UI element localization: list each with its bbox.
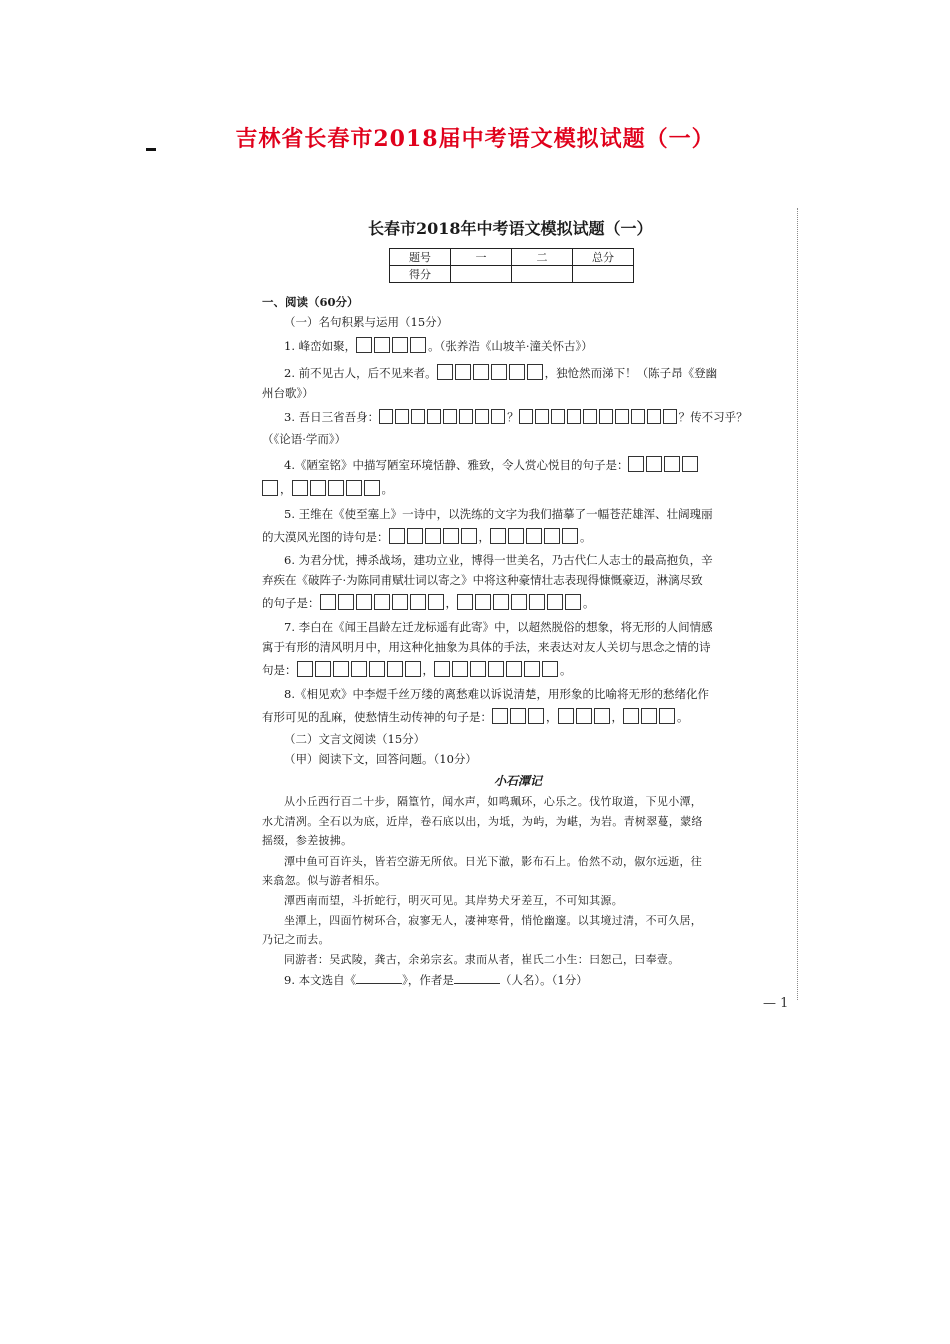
- answer-box[interactable]: [599, 409, 613, 424]
- answer-box[interactable]: [387, 661, 403, 677]
- passage-line: 同游者：吴武陵，龚古，余弟宗玄。隶而从者，崔氏二小生：曰恕己，曰奉壹。: [284, 953, 680, 966]
- answer-box[interactable]: [389, 528, 405, 544]
- answer-box[interactable]: [542, 661, 558, 677]
- answer-box[interactable]: [527, 364, 543, 380]
- answer-box[interactable]: [369, 661, 385, 677]
- answer-box[interactable]: [455, 364, 471, 380]
- answer-blank[interactable]: [454, 973, 500, 984]
- answer-box[interactable]: [488, 661, 504, 677]
- answer-box[interactable]: [395, 409, 409, 424]
- passage-line: 摇缀，参差披拂。: [262, 834, 353, 847]
- answer-box[interactable]: [646, 456, 662, 472]
- answer-box[interactable]: [492, 708, 508, 724]
- answer-box[interactable]: [506, 661, 522, 677]
- answer-box[interactable]: [535, 409, 549, 424]
- answer-box[interactable]: [562, 528, 578, 544]
- score-table-header: [390, 249, 634, 266]
- question-7-cont: 寓于有形的清风明月中，用这种化抽象为具体的手法，来表达对友人关切与思念之情的诗: [262, 640, 711, 654]
- answer-box[interactable]: [443, 409, 457, 424]
- answer-box[interactable]: [628, 456, 644, 472]
- page-number: — 1: [763, 996, 789, 1011]
- passage-line: 水尤清冽。全石以为底，近岸，卷石底以出，为坻，为屿，为嵁，为岩。青树翠蔓，蒙络: [262, 815, 703, 828]
- score-cell: [512, 266, 573, 283]
- document-title: 吉林省长春市2018届中考语文模拟试题（一）: [235, 126, 715, 152]
- passage-line: 潭中鱼可百许头，皆若空游无所依。日光下澈，影布石上。佁然不动，俶尔远逝，往: [284, 855, 703, 868]
- score-row-label: 得分: [390, 266, 451, 283]
- passage-line: 来翕忽。似与游者相乐。: [262, 874, 387, 887]
- question-6-cont: 的句子是： ， 。: [262, 596, 595, 610]
- answer-box[interactable]: [392, 337, 408, 353]
- answer-box[interactable]: [519, 409, 533, 424]
- answer-box[interactable]: [558, 708, 574, 724]
- answer-box[interactable]: [457, 594, 473, 610]
- answer-box[interactable]: [475, 409, 489, 424]
- question-4: 4.《陋室铭》中描写陋室环境恬静、雅致，令人赏心悦目的句子是：: [284, 456, 700, 473]
- answer-box[interactable]: [407, 528, 423, 544]
- answer-box[interactable]: [459, 409, 473, 424]
- answer-box[interactable]: [410, 594, 426, 610]
- question-3-cont: （《论语·学而》）: [262, 432, 347, 446]
- answer-box[interactable]: [594, 708, 610, 724]
- answer-box[interactable]: [491, 364, 507, 380]
- answer-box[interactable]: [405, 661, 421, 677]
- question-1: 1. 峰峦如聚， 。（张养浩《山坡羊·潼关怀古》）: [284, 339, 593, 353]
- answer-box[interactable]: [356, 594, 372, 610]
- answer-box[interactable]: [493, 594, 509, 610]
- question-7: 7. 李白在《闻王昌龄左迁龙标遥有此寄》中，以超然脱俗的想象，将无形的人间情感: [284, 620, 713, 634]
- answer-box[interactable]: [379, 409, 393, 424]
- answer-box[interactable]: [452, 661, 468, 677]
- answer-box[interactable]: [567, 409, 581, 424]
- passage-line: 乃记之而去。: [262, 933, 330, 946]
- question-7-cont: 句是： ， 。: [262, 663, 572, 677]
- answer-box[interactable]: [491, 409, 505, 424]
- answer-box[interactable]: [615, 409, 629, 424]
- answer-box[interactable]: [338, 594, 354, 610]
- question-4-cont: ， 。: [262, 480, 393, 497]
- score-header-cell: 二: [512, 249, 573, 266]
- answer-box[interactable]: [315, 661, 331, 677]
- passage-line: 坐潭上，四面竹树环合，寂寥无人，凄神寒骨，悄怆幽邃。以其境过清，不可久居，: [284, 914, 703, 927]
- answer-box[interactable]: [461, 528, 477, 544]
- question-3: 3. 吾日三省吾身： ？ ？传不习乎？: [284, 410, 748, 424]
- answer-box[interactable]: [526, 528, 542, 544]
- answer-box[interactable]: [392, 594, 408, 610]
- scanned-exam-page: [248, 208, 808, 1018]
- answer-box[interactable]: [663, 409, 677, 424]
- passage-instruction: （甲）阅读下文，回答问题。（10分）: [284, 752, 477, 766]
- answer-box[interactable]: [529, 594, 545, 610]
- subsection-heading: （二）文言文阅读（15分）: [284, 732, 426, 746]
- answer-box[interactable]: [623, 708, 639, 724]
- score-header-cell: 题号: [390, 249, 451, 266]
- answer-box[interactable]: [631, 409, 645, 424]
- answer-box[interactable]: [328, 480, 344, 496]
- score-cell: [451, 266, 512, 283]
- question-6-cont: 弃疾在《破阵子·为陈同甫赋壮词以寄之》中将这种豪情壮志表现得慷慨豪迈，淋漓尽致: [262, 573, 703, 587]
- passage-line: 从小丘西行百二十步，隔篁竹，闻水声，如鸣珮环，心乐之。伐竹取道，下见小潭，: [284, 795, 703, 808]
- answer-box[interactable]: [490, 528, 506, 544]
- answer-box[interactable]: [434, 661, 450, 677]
- answer-box[interactable]: [659, 708, 675, 724]
- answer-box[interactable]: [351, 661, 367, 677]
- answer-box[interactable]: [664, 456, 680, 472]
- corner-mark: [146, 148, 156, 151]
- score-header-cell: 一: [451, 249, 512, 266]
- question-2: 2. 前不见古人，后不见来者。 ，独怆然而涕下！（陈子昂《登幽: [284, 366, 718, 380]
- question-5: 5. 王维在《使至塞上》一诗中，以洗练的文字为我们描摹了一幅苍茫雄浑、壮阔瑰丽: [284, 507, 713, 521]
- answer-box[interactable]: [333, 661, 349, 677]
- answer-box[interactable]: [425, 528, 441, 544]
- answer-box[interactable]: [374, 337, 390, 353]
- question-6: 6. 为君分忧，搏杀战场，建功立业，博得一世美名，乃古代仁人志士的最高抱负，辛: [284, 553, 713, 567]
- answer-box[interactable]: [470, 661, 486, 677]
- answer-box[interactable]: [551, 409, 565, 424]
- answer-box[interactable]: [374, 594, 390, 610]
- perforation-line: [797, 208, 798, 1000]
- answer-box[interactable]: [528, 708, 544, 724]
- answer-box[interactable]: [547, 594, 563, 610]
- answer-box[interactable]: [544, 528, 560, 544]
- answer-box[interactable]: [508, 528, 524, 544]
- question-9: 9. 本文选自《 》，作者是 （人名）。（1分）: [284, 973, 588, 987]
- exam-title: 长春市2018年中考语文模拟试题（一）: [368, 219, 653, 238]
- answer-box[interactable]: [510, 708, 526, 724]
- subsection-heading: （一）名句积累与运用（15分）: [284, 315, 449, 329]
- answer-box[interactable]: [682, 456, 698, 472]
- answer-box[interactable]: [310, 480, 326, 496]
- passage-title: 小石潭记: [493, 774, 542, 788]
- answer-box[interactable]: [346, 480, 362, 496]
- answer-box[interactable]: [356, 337, 372, 353]
- score-table-row: [390, 266, 634, 283]
- answer-box[interactable]: [509, 364, 525, 380]
- answer-box[interactable]: [583, 409, 597, 424]
- answer-box[interactable]: [410, 337, 426, 353]
- answer-blank[interactable]: [356, 973, 402, 984]
- passage-line: 潭西南而望，斗折蛇行，明灭可见。其岸势犬牙差互，不可知其源。: [284, 894, 623, 907]
- answer-box[interactable]: [297, 661, 313, 677]
- score-cell: [573, 266, 634, 283]
- answer-box[interactable]: [262, 480, 278, 496]
- score-table: [389, 248, 634, 283]
- answer-box[interactable]: [473, 364, 489, 380]
- answer-box[interactable]: [647, 409, 661, 424]
- answer-box[interactable]: [428, 594, 444, 610]
- answer-box[interactable]: [437, 364, 453, 380]
- answer-box[interactable]: [511, 594, 527, 610]
- question-2-cont: 州台歌》）: [262, 386, 314, 400]
- answer-box[interactable]: [475, 594, 491, 610]
- section-heading: 一、阅读（60分）: [262, 295, 359, 309]
- answer-box[interactable]: [641, 708, 657, 724]
- answer-box[interactable]: [565, 594, 581, 610]
- answer-box[interactable]: [576, 708, 592, 724]
- answer-box[interactable]: [292, 480, 308, 496]
- answer-box[interactable]: [427, 409, 441, 424]
- answer-box[interactable]: [443, 528, 459, 544]
- question-8-cont: 有形可见的乱麻，使愁情生动传神的句子是： ， ， 。: [262, 710, 689, 724]
- answer-box[interactable]: [524, 661, 540, 677]
- answer-box[interactable]: [411, 409, 425, 424]
- answer-box[interactable]: [364, 480, 380, 496]
- question-8: 8.《相见欢》中李煜千丝万缕的离愁难以诉说清楚，用形象的比喻将无形的愁绪化作: [284, 687, 709, 701]
- score-header-cell: 总分: [573, 249, 634, 266]
- answer-box[interactable]: [320, 594, 336, 610]
- question-5-cont: 的大漠风光图的诗句是： ， 。: [262, 530, 592, 544]
